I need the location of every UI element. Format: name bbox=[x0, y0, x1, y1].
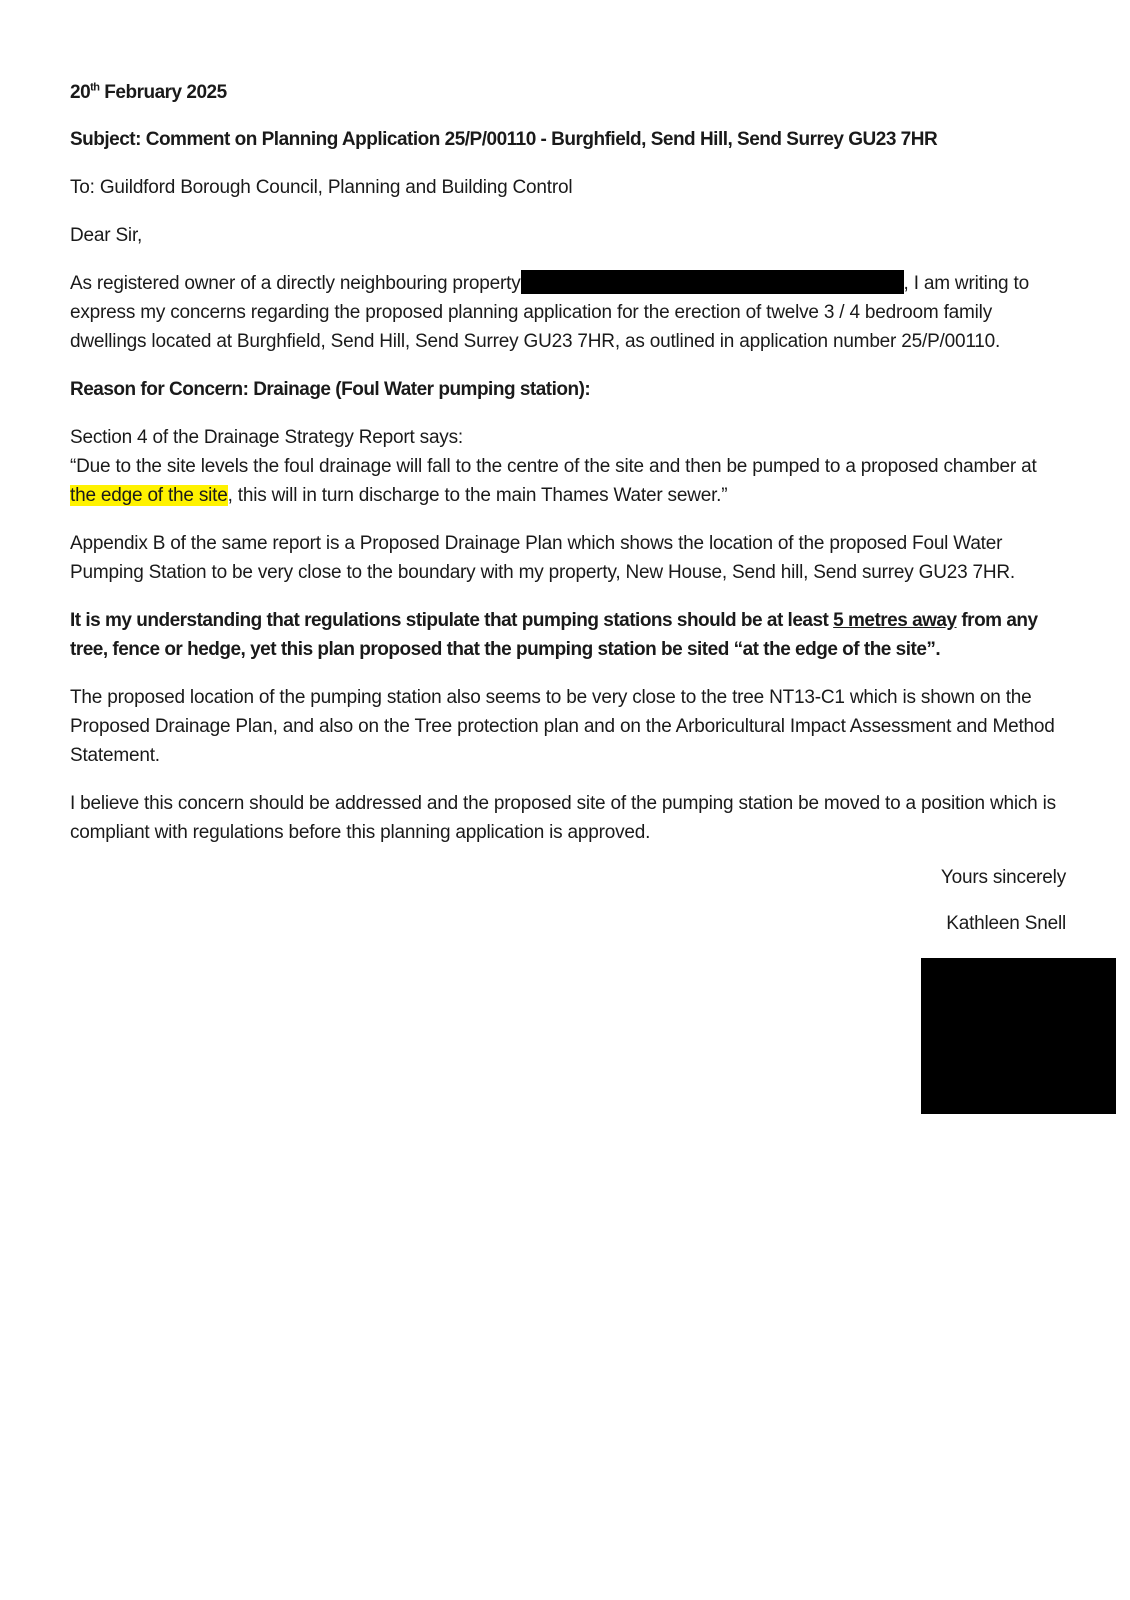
paragraph-regulations bbox=[70, 606, 1066, 664]
letter-salutation: Dear Sir, bbox=[70, 225, 143, 246]
letter-recipient: To: Guildford Borough Council, Planning and Building Control bbox=[70, 177, 573, 198]
paragraph-belief: I believe this concern should be addressed and the proposed site of the pumping station be moved to a position which is compliant with regulations before this planning application is approved. bbox=[70, 793, 1056, 843]
quote-start: “Due to the site levels the foul drainage will fall to the centre of the site and then be pumped to a proposed chamber at bbox=[70, 456, 1037, 477]
regulations-underline: 5 metres away bbox=[833, 610, 957, 631]
paragraph-intro bbox=[70, 269, 1066, 356]
paragraph-tree: The proposed location of the pumping station also seems to be very close to the tree NT13-C1 which is shown on the Proposed Drainage Plan, and also on the Tree protection plan and on the Arboricultural Impact Assessment and Method Statement. bbox=[70, 687, 1055, 766]
redacted-signature bbox=[921, 958, 1116, 1114]
quote-end: , this will in turn discharge to the main Thames Water sewer.” bbox=[227, 485, 728, 506]
paragraph-appendix: Appendix B of the same report is a Proposed Drainage Plan which shows the location of the proposed Foul Water Pumping Station to be very close to the boundary with my property, New House, Send hill, Send surrey GU23 7HR. bbox=[70, 533, 1016, 583]
letter-subject: Subject: Comment on Planning Application 25/P/00110 - Burghfield, Send Hill, Send Surrey GU23 7HR bbox=[70, 129, 938, 150]
paragraph-quote bbox=[70, 423, 1066, 510]
date-rest: February 2025 bbox=[99, 82, 227, 103]
reason-heading: Reason for Concern: Drainage (Foul Water pumping station): bbox=[70, 379, 591, 400]
signature-name: Kathleen Snell bbox=[946, 913, 1066, 934]
intro-start: As registered owner of a directly neighbouring property bbox=[70, 273, 521, 294]
regulations-start: It is my understanding that regulations stipulate that pumping stations should be at least bbox=[70, 610, 834, 631]
intro-end: , I am writing to express my concerns regarding the proposed planning application for the erection of twelve 3 / 4 bedroom family dwellings located at Burghfield, Send Hill, Send Surrey GU23 7HR, as outlined in application number 25/P/00110. bbox=[70, 273, 1029, 352]
letter-page bbox=[70, 78, 1066, 957]
date-suffix: th bbox=[90, 81, 100, 94]
closing: Yours sincerely bbox=[940, 867, 1066, 888]
letter-date bbox=[70, 78, 1066, 107]
quote-highlight: the edge of the site bbox=[70, 485, 228, 506]
date-day: 20 bbox=[70, 82, 91, 103]
redacted-address bbox=[521, 270, 904, 294]
regulations-end: from any tree, fence or hedge, yet this plan proposed that the pumping station be sited “at the edge of the site”. bbox=[70, 610, 1038, 660]
section-line: Section 4 of the Drainage Strategy Report says: bbox=[70, 427, 463, 448]
